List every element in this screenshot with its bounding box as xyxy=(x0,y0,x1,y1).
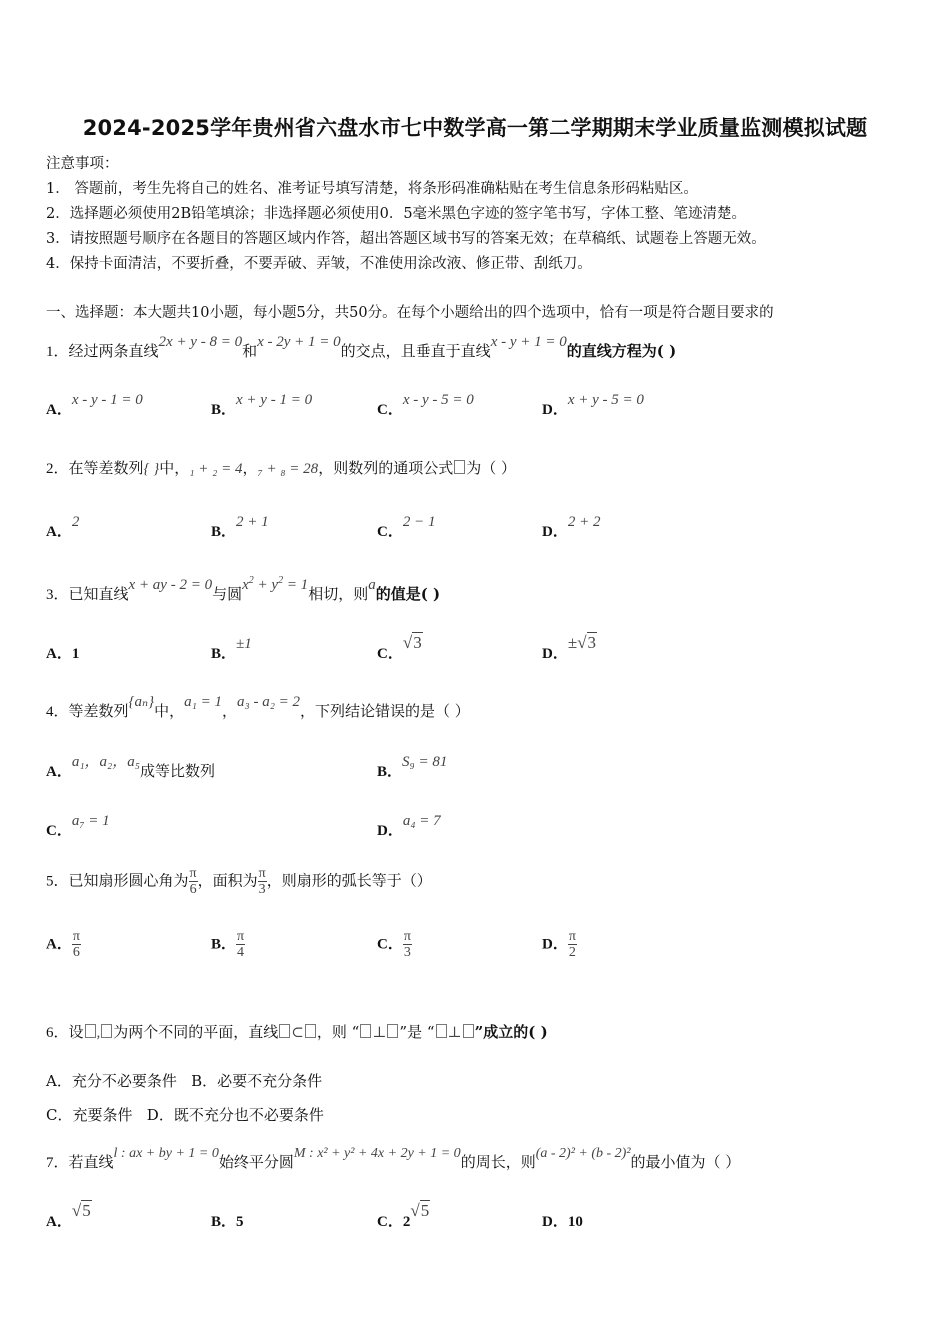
option-label: D． xyxy=(377,823,403,839)
option-b[interactable] xyxy=(211,636,252,663)
question-5 xyxy=(46,866,432,897)
option-value: 1 xyxy=(71,646,80,662)
math-expression: a xyxy=(368,577,376,593)
math-expression: 2 xyxy=(71,514,80,530)
question-number: 2． xyxy=(46,461,69,477)
question-text: ，则数列的通项公式 xyxy=(318,459,454,477)
question-text: ，则扇形的弧长等于（） xyxy=(266,871,432,890)
notice-item: 4．保持卡面清洁，不要折叠，不要弄破、弄皱，不准使用涂改液、修正带、刮纸刀。 xyxy=(46,256,592,272)
option-label: A． xyxy=(46,646,72,662)
placeholder-glyph xyxy=(463,1024,474,1038)
question-number: 7． xyxy=(46,1155,69,1171)
option-label: B． xyxy=(211,1214,237,1230)
question-text: ”是 “ xyxy=(399,1023,435,1041)
question-text: 与圆 xyxy=(212,585,243,603)
question-text: 经过两条直线 xyxy=(68,342,159,360)
option-label: D． xyxy=(542,936,568,953)
placeholder-glyph xyxy=(454,460,465,474)
question-2 xyxy=(46,457,516,478)
option-c[interactable] xyxy=(377,929,412,960)
option-label: A． xyxy=(46,402,72,418)
question-text: ”成立的( ) xyxy=(474,1023,548,1041)
option-b[interactable] xyxy=(211,514,269,541)
question-text: 的最小值为（ ） xyxy=(630,1153,741,1171)
question-number: 5． xyxy=(46,873,69,890)
sqrt-expression: ±√3 xyxy=(567,633,597,652)
denominator: 3 xyxy=(403,945,411,960)
question-text: 的周长，则 xyxy=(460,1153,536,1171)
math-part: = 1 xyxy=(283,577,309,593)
question-number: 1． xyxy=(46,344,69,360)
notice-heading: 注意事项： xyxy=(46,156,119,172)
question-text: 和 xyxy=(242,342,258,360)
option-c[interactable] xyxy=(377,392,474,419)
option-label: C． xyxy=(377,524,403,540)
option-d[interactable] xyxy=(542,1210,583,1231)
option-label: C． xyxy=(377,646,403,662)
denominator: 2 xyxy=(568,945,576,960)
question-text: ， xyxy=(221,702,237,720)
option-label: D． xyxy=(542,402,568,418)
option-label: C． xyxy=(377,1214,403,1230)
question-text: ，面积为 xyxy=(197,871,258,890)
math-part: + y xyxy=(253,577,279,593)
notice-item: 3．请按照题号顺序在各题目的答题区域内作答，超出答题区域书写的答案无效；在草稿纸、试题卷上答题无效。 xyxy=(46,231,766,247)
option-d[interactable] xyxy=(542,514,601,541)
question-text: 为（ ） xyxy=(466,459,516,477)
denominator: 3 xyxy=(258,882,266,897)
option-a[interactable] xyxy=(46,1201,92,1231)
math-expression: ₁ + ₂ = 4 xyxy=(189,461,243,477)
fraction xyxy=(72,929,81,960)
numerator: π xyxy=(189,866,197,881)
option-label: D． xyxy=(542,1214,568,1230)
fraction xyxy=(568,929,577,960)
option-b[interactable] xyxy=(211,929,245,960)
q6-options-row-2 xyxy=(46,1104,324,1125)
math-expression: S₉ = 81 xyxy=(402,754,448,770)
math-expression: { } xyxy=(143,461,160,477)
numerator: π xyxy=(403,929,411,944)
placeholder-glyph xyxy=(279,1024,290,1038)
option-label: C． xyxy=(46,823,72,839)
placeholder-glyph xyxy=(387,1024,398,1038)
math-expression: a₄ = 7 xyxy=(402,813,441,829)
option-label: A． xyxy=(46,936,72,953)
placeholder-glyph xyxy=(360,1024,371,1038)
placeholder-glyph xyxy=(305,1024,316,1038)
question-text: 始终平分圆 xyxy=(218,1153,294,1171)
option-c[interactable]: C．充要条件 xyxy=(46,1106,133,1124)
placeholder-glyph xyxy=(85,1024,96,1038)
option-value: 5 xyxy=(236,1214,244,1230)
math-expression: x + ay - 2 = 0 xyxy=(128,577,213,593)
numerator: π xyxy=(237,929,245,944)
math-expression: ⊥ xyxy=(372,1025,387,1041)
option-b[interactable] xyxy=(377,754,448,781)
math-expression: , xyxy=(96,1025,101,1041)
math-expression: x - y - 5 = 0 xyxy=(402,392,474,408)
math-part: 2 xyxy=(248,575,254,586)
option-a[interactable] xyxy=(46,392,143,419)
math-part: ± xyxy=(567,633,578,652)
option-d[interactable] xyxy=(542,633,597,663)
radicand: 5 xyxy=(82,1201,91,1220)
option-label: D． xyxy=(542,646,568,662)
option-label: B． xyxy=(211,936,237,953)
option-d[interactable] xyxy=(542,392,644,419)
option-a[interactable] xyxy=(46,754,216,781)
math-expression: a₃ - a₂ = 2 xyxy=(236,694,301,710)
math-expression: x - 2y + 1 = 0 xyxy=(257,334,341,350)
page-title: 2024-2025学年贵州省六盘水市七中数学高一第二学期期末学业质量监测模拟试题 xyxy=(82,116,868,140)
math-expression: ⊂ xyxy=(291,1025,304,1041)
math-expression: x - y - 1 = 0 xyxy=(71,392,143,408)
option-b[interactable] xyxy=(211,1210,244,1231)
question-text: 的直线方程为( ) xyxy=(566,342,677,360)
question-text: ，下列结论错误的是（ ） xyxy=(300,702,470,720)
option-value: 2 xyxy=(402,1214,411,1230)
math-expression: 2x + y - 8 = 0 xyxy=(158,334,243,350)
radicand: 5 xyxy=(420,1201,430,1220)
option-label: B． xyxy=(377,764,403,780)
option-c[interactable] xyxy=(377,1201,430,1231)
option-label: B． xyxy=(211,402,237,418)
fraction xyxy=(403,929,412,960)
option-d[interactable] xyxy=(542,929,577,960)
numerator: π xyxy=(258,866,266,881)
math-expression: a₇ = 1 xyxy=(71,813,110,829)
numerator: π xyxy=(72,929,80,944)
fraction xyxy=(258,866,267,897)
math-expression: M : x² + y² + 4x + 2y + 1 = 0 xyxy=(293,1146,461,1161)
notice-item: 1． 答题前，考生先将自己的姓名、准考证号填写清楚，将条形码准确粘贴在考生信息条形码粘贴区。 xyxy=(46,181,698,197)
question-text: 等差数列 xyxy=(68,702,129,720)
math-part: x xyxy=(242,577,249,593)
question-3 xyxy=(46,575,441,604)
math-part: 2 xyxy=(278,575,284,586)
question-text: 若直线 xyxy=(68,1153,114,1171)
question-number: 6． xyxy=(46,1025,69,1041)
question-1 xyxy=(46,334,677,361)
option-label: A． xyxy=(46,524,72,540)
option-label: A． xyxy=(46,1214,72,1230)
option-a[interactable]: A．充分不必要条件 xyxy=(46,1072,177,1090)
math-expression: (a - 2)² + (b - 2)² xyxy=(535,1146,631,1161)
option-d[interactable]: D．既不充分也不必要条件 xyxy=(146,1106,324,1124)
math-expression xyxy=(242,577,308,593)
option-label: D． xyxy=(542,524,568,540)
question-6 xyxy=(46,1021,548,1042)
sqrt-expression: √5 xyxy=(410,1201,430,1220)
option-b[interactable]: B．必要不充分条件 xyxy=(191,1072,323,1090)
option-a[interactable] xyxy=(46,929,81,960)
math-expression: ⊥ xyxy=(447,1025,462,1041)
option-label: B． xyxy=(211,646,237,662)
section-heading: 一、选择题：本大题共10小题，每小题5分，共50分。在每个小题给出的四个选项中，恰有一项是符合题目要求的 xyxy=(46,305,774,321)
math-expression: x + y - 5 = 0 xyxy=(567,392,644,408)
option-value: 10 xyxy=(567,1214,583,1230)
question-number: 4． xyxy=(46,704,69,720)
sqrt-expression: √5 xyxy=(71,1201,91,1220)
math-expression: 2 + 1 xyxy=(236,514,269,530)
question-text: ，则 “ xyxy=(316,1023,360,1041)
option-c[interactable] xyxy=(46,813,110,840)
question-4 xyxy=(46,694,470,721)
option-c[interactable] xyxy=(377,514,436,541)
option-d[interactable] xyxy=(377,813,441,840)
math-expression: a₁ = 1 xyxy=(184,694,222,710)
notice-item: 2．选择题必须使用2B铅笔填涂；非选择题必须使用0．5毫米黑色字迹的签字笔书写，字体工整、笔迹清楚。 xyxy=(46,206,747,222)
denominator: 6 xyxy=(189,882,197,897)
math-expression: 2 + 2 xyxy=(567,514,601,530)
denominator: 6 xyxy=(72,945,80,960)
question-text: 相切，则 xyxy=(308,585,369,603)
math-expression: x + y - 1 = 0 xyxy=(236,392,313,408)
q6-options-row-1 xyxy=(46,1070,322,1091)
question-text: ， xyxy=(242,459,258,477)
question-text: 已知扇形圆心角为 xyxy=(68,871,189,890)
sqrt-expression: √3 xyxy=(402,633,422,652)
option-label: C． xyxy=(377,402,403,418)
radicand: 3 xyxy=(413,633,422,652)
option-b[interactable] xyxy=(211,392,313,419)
math-expression: 2 − 1 xyxy=(402,514,436,530)
option-label: C． xyxy=(377,936,403,953)
numerator: π xyxy=(568,929,576,944)
question-text: 设 xyxy=(68,1023,84,1041)
fraction xyxy=(189,866,198,897)
math-expression: l : ax + by + 1 = 0 xyxy=(113,1146,219,1161)
question-text: 中， xyxy=(154,702,185,720)
question-text: 的值是( ) xyxy=(375,585,441,603)
math-expression: ±1 xyxy=(236,636,252,652)
question-text: 为两个不同的平面，直线 xyxy=(113,1023,279,1041)
option-c[interactable] xyxy=(377,633,423,663)
placeholder-glyph xyxy=(436,1024,447,1038)
question-text: 已知直线 xyxy=(68,585,129,603)
math-expression: {aₙ} xyxy=(128,694,155,710)
option-a[interactable] xyxy=(46,514,80,541)
denominator: 4 xyxy=(237,945,245,960)
option-a[interactable] xyxy=(46,642,79,663)
question-text: 中， xyxy=(159,459,190,477)
question-7 xyxy=(46,1146,741,1172)
option-label: A． xyxy=(46,764,72,780)
fraction xyxy=(236,929,245,960)
math-expression: a₁，a₂，a₅ xyxy=(71,754,140,770)
question-number: 3． xyxy=(46,587,69,603)
option-text: 成等比数列 xyxy=(140,762,216,780)
math-expression: x - y + 1 = 0 xyxy=(490,334,567,350)
question-text: 在等差数列 xyxy=(68,459,144,477)
placeholder-glyph xyxy=(101,1024,112,1038)
math-expression: ₇ + ₈ = 28 xyxy=(257,461,319,477)
radicand: 3 xyxy=(587,633,597,652)
option-label: B． xyxy=(211,524,237,540)
question-text: 的交点，且垂直于直线 xyxy=(340,342,491,360)
